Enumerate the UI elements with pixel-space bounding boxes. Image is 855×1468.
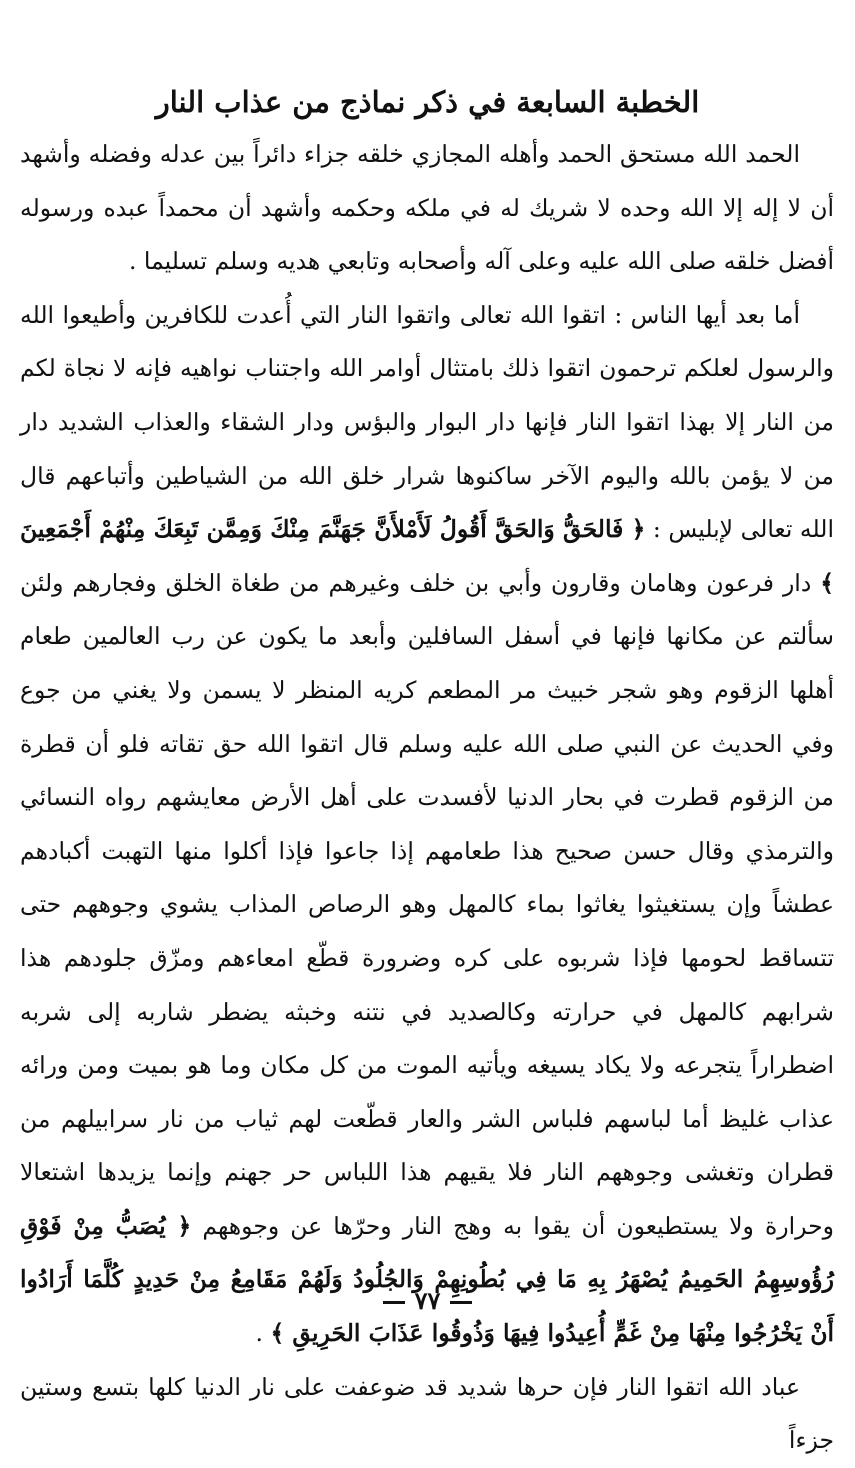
closing-paragraph: عباد الله اتقوا النار فإن حرها شديد قد ضوعفت على نار الدنيا كلها بتسع وستين جزءاً bbox=[20, 1372, 834, 1455]
opening-paragraph: الحمد الله مستحق الحمد وأهله المجازي خلقه جزاء دائراً بين عدله وفضله وأشهد أن لا إله إلا الله وحده لا شريك له في ملكه وحكمه وأشهد أن محمداً عبده ورسوله أفضل خلقه صلى الله عليه وعلى آله وأصحابه وتابعي هديه وسلم تسليما . bbox=[20, 140, 834, 276]
body-text-part: أما بعد أيها الناس : اتقوا الله تعالى واتقوا النار التي أُعدت للكافرين وأطيعوا الله والرسول لعلكم ترحمون اتقوا ذلك بامتثال أوامر الله واجتناب نواهيه فإنه لا نجاة لكم من النار إلا بهذا اتقوا النار فإنها دار البوار والبؤس ودار الشقاء والعذاب الشديد دار من لا يؤمن بالله واليوم الآخر ساكنوها شرار خلق الله من الشياطين وأتباعهم قال الله تعالى لإبليس : bbox=[20, 300, 834, 544]
dash-ornament bbox=[450, 1301, 472, 1304]
dash-ornament bbox=[383, 1301, 405, 1304]
quran-verse: ﴿ فَالحَقُّ وَالحَقَّ أَقُولُ لَأَمْلأَنَّ جَهَنَّمَ مِنْكَ وَمِمَّن تَبِعَكَ مِنْهُمْ أَجْمَعِينَ ﴾ bbox=[20, 515, 834, 597]
body-paragraph bbox=[20, 289, 834, 1361]
page-number-text: ٧٧ bbox=[414, 1286, 441, 1315]
quran-verse: ﴿ يُصَبُّ مِنْ فَوْقِ رُؤُوسِهِمُ الحَمِيمُ يُصْهَرُ بِهِ مَا فِي بُطُونِهِمْ وَالجُلُودُ وَلَهُمْ مَقَامِعُ مِنْ حَدِيدٍ كُلَّمَا أَرَادُوا أَنْ يَخْرُجُوا مِنْهَا مِنْ غَمٍّ أُعِيدُوا فِيهَا وَذُوقُوا عَذَابَ الحَرِيقِ ﴾ bbox=[20, 1211, 834, 1348]
body-text-part: دار فرعون وهامان وقارون وأبي بن خلف وغيرهم من طغاة الخلق وفجارهم ولئن سألتم عن مكانها فإنها في أسفل السافلين وأبعد ما يكون عن رب العالمين طعام أهلها الزقوم وهو شجر خبيث مر المطعم كريه المنظر لا يسمن ولا يغني من جوع وفي الحديث عن النبي صلى الله عليه وسلم قال اتقوا الله حق تقاته فلو أن قطرة من الزقوم قطرت في بحار الدنيا لأفسدت على أهل الأرض معايشهم رواه النسائي والترمذي وقال حسن صحيح هذا طعامهم إذا جاعوا فإذا أكلوا منها التهبت أكبادهم عطشاً وإن يستغيثوا يغاثوا بماء كالمهل وهو الرصاص المذاب يشوي وجوههم حتى تتساقط لحومها فإذا شربوه على كره وضرورة قطّع امعاءهم ومزّق جلودهم هذا شرابهم كالمهل في حرارته وكالصديد في نتنه وخبثه يضطر شاربه إلى شربه اضطراراً يتجرعه ولا يكاد يسيغه ويأتيه الموت من كل مكان وما هو بميت ومن ورائه عذاب غليظ أما لباسهم فلباس الشر والعار قطّعت لهم ثياب من نار سرابيلهم من قطران وتغشى وجوههم النار فلا يقيهم هذا اللباس حر جهنم وإنما يزيدها اشتعالا وحرارة ولا يستطيعون أن يقوا به وهج النار وحرّها عن وجوههم bbox=[20, 568, 834, 1240]
page-number bbox=[0, 1286, 855, 1315]
sermon-title: الخطبة السابعة في ذكر نماذج من عذاب النار bbox=[155, 85, 700, 119]
sermon-body bbox=[20, 128, 834, 1468]
body-text-part: . bbox=[255, 1319, 271, 1348]
